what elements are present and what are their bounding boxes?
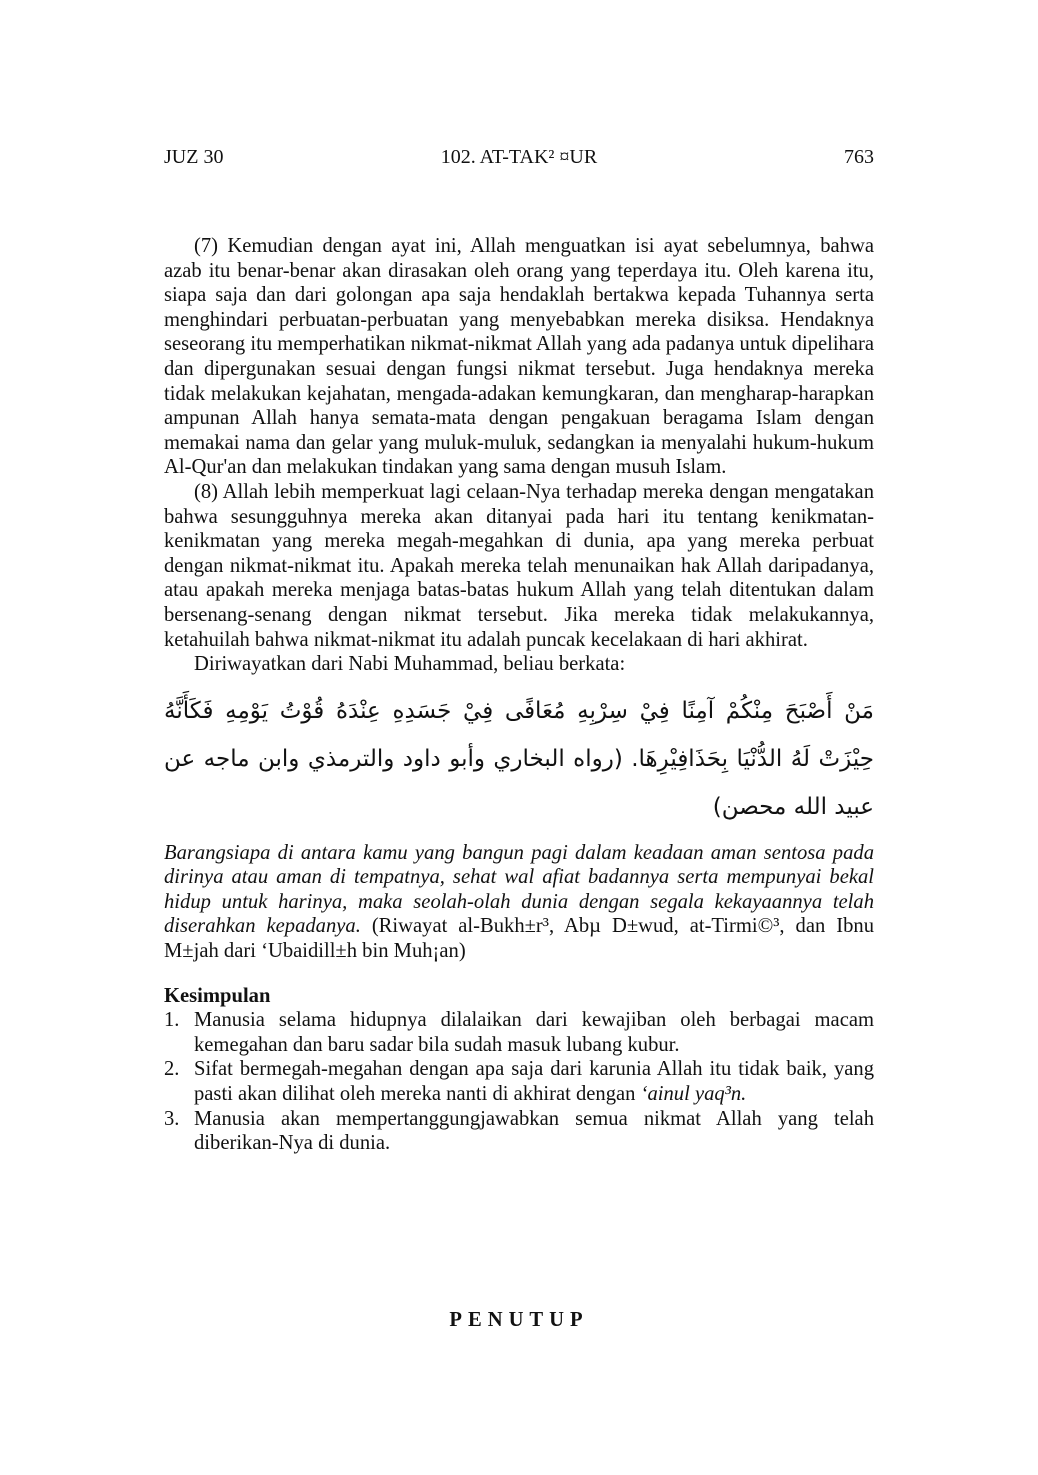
conclusion-item (164, 1057, 874, 1106)
main-text (164, 234, 874, 1156)
penutup-heading: PENUTUP (449, 1309, 589, 1331)
item-text: Manusia selama hidupnya dilalaikan dari kewajiban oleh berbagai macam kemegahan dan baru sadar bila sudah masuk lubang kubur. (194, 1009, 874, 1056)
hadith-translation-text: Barangsiapa di antara kamu yang bangun pagi dalam keadaan aman sentosa pada dirinya atau aman di tempatnya, sehat wal afiat badannya serta mempunyai bekal hidup untuk harinya, maka seolah-olah dunia dengan segala kekayaannya telah diserahkan kepadanya. (164, 841, 874, 938)
conclusion-list (164, 1008, 874, 1156)
hadith-translation (164, 841, 874, 964)
conclusion-item (164, 1008, 874, 1057)
conclusion-title: Kesimpulan (164, 984, 271, 1007)
item-number: 3. (164, 1107, 180, 1130)
page-number: 763 (844, 146, 874, 168)
conclusion-item (164, 1107, 874, 1156)
hadith-arabic: مَنْ أَصْبَحَ مِنْكُمْ آمِنًا فِيْ سِرْبِهِ مُعَافًى فِيْ جَسَدِهِ عِنْدَهُ قُوْتُ يَوْمِهِ فَكَأَنَّهُ حِيْزَتْ لَهُ الدُّنْيَا بِحَذَافِيْرِهَا. (رواه البخاري وأبو داود والترمذي وابن ماجه عن عبيد الله محصن) (164, 697, 874, 820)
surah-title: 102. AT-TAK² ¤UR (440, 146, 598, 168)
item-italic-term: ‘ainul yaq³n. (640, 1083, 747, 1106)
paragraph-7: (7) Kemudian dengan ayat ini, Allah menguatkan isi ayat sebelumnya, bahwa azab itu benar-benar akan dirasakan oleh orang yang teperdaya itu. Oleh karena itu, siapa saja dan dari golongan apa saja hendaklah bertakwa kepada Tuhannya serta menghindari perbuatan-perbuatan yang menyebabkan mereka disiksa. Hendaknya seseorang itu memperhatikan nikmat-nikmat Allah yang ada padanya untuk dipelihara dan dipergunakan sesuai dengan fungsi nikmat tersebut. Juga hendaknya mereka tidak melakukan kejahatan, mengada-adakan kemungkaran, dan mengharap-harapkan ampunan Allah hanya semata-mata dengan pengakuan beragama Islam dengan memakai nama dan gelar yang muluk-muluk, sedangkan ia menyalahi hukum-hukum Al-Qur'an dan melakukan tindakan yang sama dengan musuh Islam. (164, 235, 874, 479)
item-text: Manusia akan mempertanggungjawabkan semua nikmat Allah yang telah diberikan-Nya di dunia. (194, 1107, 874, 1155)
item-text: Sifat bermegah-megahan dengan apa saja dari karunia Allah itu tidak baik, yang pasti akan dilihat oleh mereka nanti di akhirat dengan (194, 1058, 874, 1106)
item-number: 1. (164, 1009, 180, 1032)
juz-label: JUZ 30 (164, 146, 224, 168)
hadith-source: (Riwayat al-Bukh±r³, Abµ D±wud, at-Tirmi©³, dan Ibnu M±jah dari ‘Ubaidill±h bin Muh¡an) (164, 915, 875, 963)
paragraph-8: (8) Allah lebih memperkuat lagi celaan-Nya terhadap mereka dengan mengatakan bahwa sesungguhnya mereka akan ditanyai pada hari itu tentang kenikmatan-kenikmatan yang mereka megah-megahkan di dunia, apa yang mereka perbuat dengan nikmat-nikmat itu. Apakah mereka telah menunaikan hak Allah daripadanya, atau apakah mereka menjaga batas-batas hukum Allah yang telah ditentukan dalam bersenang-senang dengan nikmat tersebut. Jika mereka tidak melakukannya, ketahuilah bahwa nikmat-nikmat itu adalah puncak kecelakaan di hari akhirat. (164, 480, 874, 651)
hadith-intro: Diriwayatkan dari Nabi Muhammad, beliau berkata: (194, 653, 626, 676)
running-header (164, 146, 874, 174)
item-number: 2. (164, 1058, 180, 1081)
